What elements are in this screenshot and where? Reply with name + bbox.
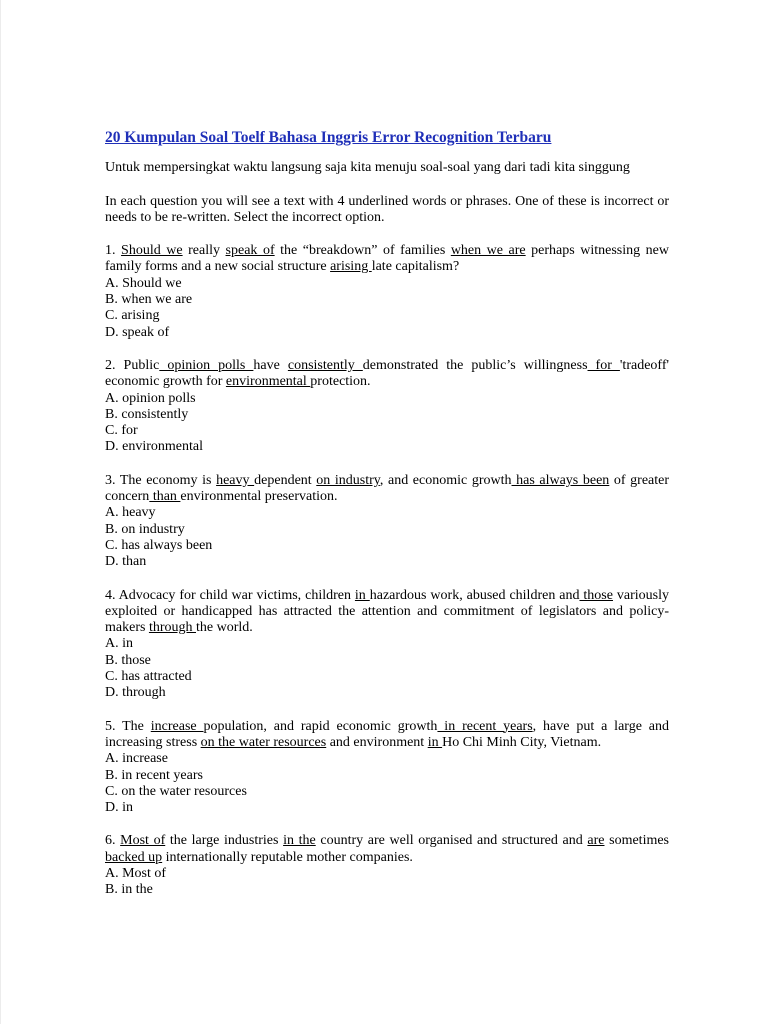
question-5	[105, 719, 669, 817]
stem-text: 3. The economy is	[105, 472, 217, 488]
stem-text: Ho Chi Minh City, Vietnam.	[442, 734, 602, 750]
question-stem	[105, 473, 669, 506]
option-b: B. on industry	[105, 521, 185, 537]
question-6	[105, 833, 669, 898]
stem-text: 4. Advocacy for child war victims, children	[105, 587, 355, 603]
option-a: A. Most of	[105, 865, 167, 881]
question-stem	[105, 833, 669, 866]
option-b: B. when we are	[105, 292, 193, 308]
underlined-phrase: in recent years	[437, 718, 533, 734]
underlined-phrase: those	[579, 587, 613, 603]
stem-text: demonstrated the public’s willingness	[362, 357, 588, 373]
intro-text: Untuk mempersingkat waktu langsung saja kita menuju soal-soal yang dari tadi kita singgung	[105, 160, 630, 176]
underlined-phrase: opinion polls	[159, 357, 254, 373]
question-stem	[105, 719, 669, 752]
question-3	[105, 473, 669, 571]
option-b: B. in recent years	[105, 767, 203, 783]
underlined-phrase: heavy	[216, 472, 255, 488]
option-c: C. has attracted	[105, 669, 192, 685]
option-b: B. consistently	[105, 406, 189, 422]
stem-text: dependent	[254, 472, 317, 488]
option-d: D. speak of	[105, 324, 170, 340]
stem-text: the world.	[196, 620, 253, 636]
instructions-text: In each question you will see a text with 4 underlined words or phrases. One of these is incorrect or needs to be re-written. Select the incorrect option.	[105, 193, 669, 225]
underlined-phrase: than	[149, 489, 181, 505]
underlined-phrase: are	[587, 833, 605, 849]
option-d: D. in	[105, 800, 133, 816]
stem-text: of greater concern	[105, 472, 670, 505]
option-c: C. for	[105, 423, 138, 439]
option-a: A. increase	[105, 751, 168, 767]
stem-text: and environment	[326, 734, 428, 750]
stem-text: the large industries	[165, 833, 284, 849]
stem-text: have	[253, 357, 288, 373]
option-d: D. than	[105, 554, 147, 570]
option-a: A. in	[105, 636, 133, 652]
stem-text: , have put a large and increasing stress	[105, 718, 669, 750]
stem-text: hazardous work, abused children and	[369, 587, 580, 603]
option-a: A. opinion polls	[105, 390, 196, 406]
underlined-phrase: in the	[283, 833, 316, 849]
question-stem	[105, 243, 669, 276]
underlined-phrase: on the water resources	[200, 734, 327, 750]
stem-text: country are well organised and structured and	[315, 833, 588, 849]
stem-text: environmental preservation.	[180, 489, 338, 505]
option-b: B. those	[105, 652, 151, 668]
document-title[interactable]: 20 Kumpulan Soal Toelf Bahasa Inggris Error Recognition Terbaru	[105, 129, 552, 146]
stem-text: 2. Public	[105, 357, 160, 373]
underlined-phrase: in	[354, 587, 370, 603]
stem-text: internationally reputable mother companies.	[162, 849, 413, 865]
underlined-phrase: on industry	[316, 472, 380, 488]
underlined-phrase: environmental	[225, 374, 311, 390]
stem-text: , and economic growth	[379, 472, 512, 488]
question-4	[105, 588, 669, 702]
question-2	[105, 358, 669, 456]
stem-text: late capitalism?	[371, 259, 460, 275]
stem-text: protection.	[310, 374, 371, 390]
underlined-phrase: through	[148, 620, 196, 636]
underlined-phrase: arising	[330, 259, 372, 275]
stem-text: 5. The	[105, 718, 151, 734]
stem-text: 1.	[105, 243, 122, 259]
option-b: B. in the	[105, 882, 153, 898]
document-body	[105, 130, 669, 916]
underlined-phrase: Should we	[121, 243, 183, 259]
stem-text: variously exploited or handicapped has attracted the attention and commitment of legislators and policy-makers	[105, 587, 670, 636]
option-a: A. Should we	[105, 275, 182, 291]
stem-text: the “breakdown” of families	[274, 243, 451, 259]
question-stem	[105, 358, 669, 391]
underlined-phrase: has always been	[511, 472, 610, 488]
underlined-phrase: in	[427, 734, 443, 750]
underlined-phrase: consistently	[287, 357, 363, 373]
underlined-phrase: backed up	[105, 849, 163, 865]
underlined-phrase: for	[587, 357, 620, 373]
stem-text: 'tradeoff' economic growth for	[105, 357, 670, 390]
option-c: C. arising	[105, 308, 160, 324]
question-stem	[105, 588, 669, 637]
underlined-phrase: when we are	[450, 243, 526, 259]
option-c: C. on the water resources	[105, 783, 247, 799]
option-d: D. through	[105, 685, 166, 701]
stem-text: population, and rapid economic growth	[203, 718, 438, 734]
stem-text: really	[182, 243, 226, 259]
stem-text: 6.	[105, 833, 121, 849]
option-d: D. environmental	[105, 439, 203, 455]
option-a: A. heavy	[105, 505, 156, 521]
question-1	[105, 243, 669, 341]
option-c: C. has always been	[105, 537, 213, 553]
underlined-phrase: Most of	[120, 833, 166, 849]
underlined-phrase: speak of	[225, 243, 275, 259]
stem-text: perhaps witnessing new family forms and a new social structure	[105, 243, 670, 275]
underlined-phrase: increase	[150, 718, 204, 734]
stem-text: sometimes	[604, 833, 670, 849]
